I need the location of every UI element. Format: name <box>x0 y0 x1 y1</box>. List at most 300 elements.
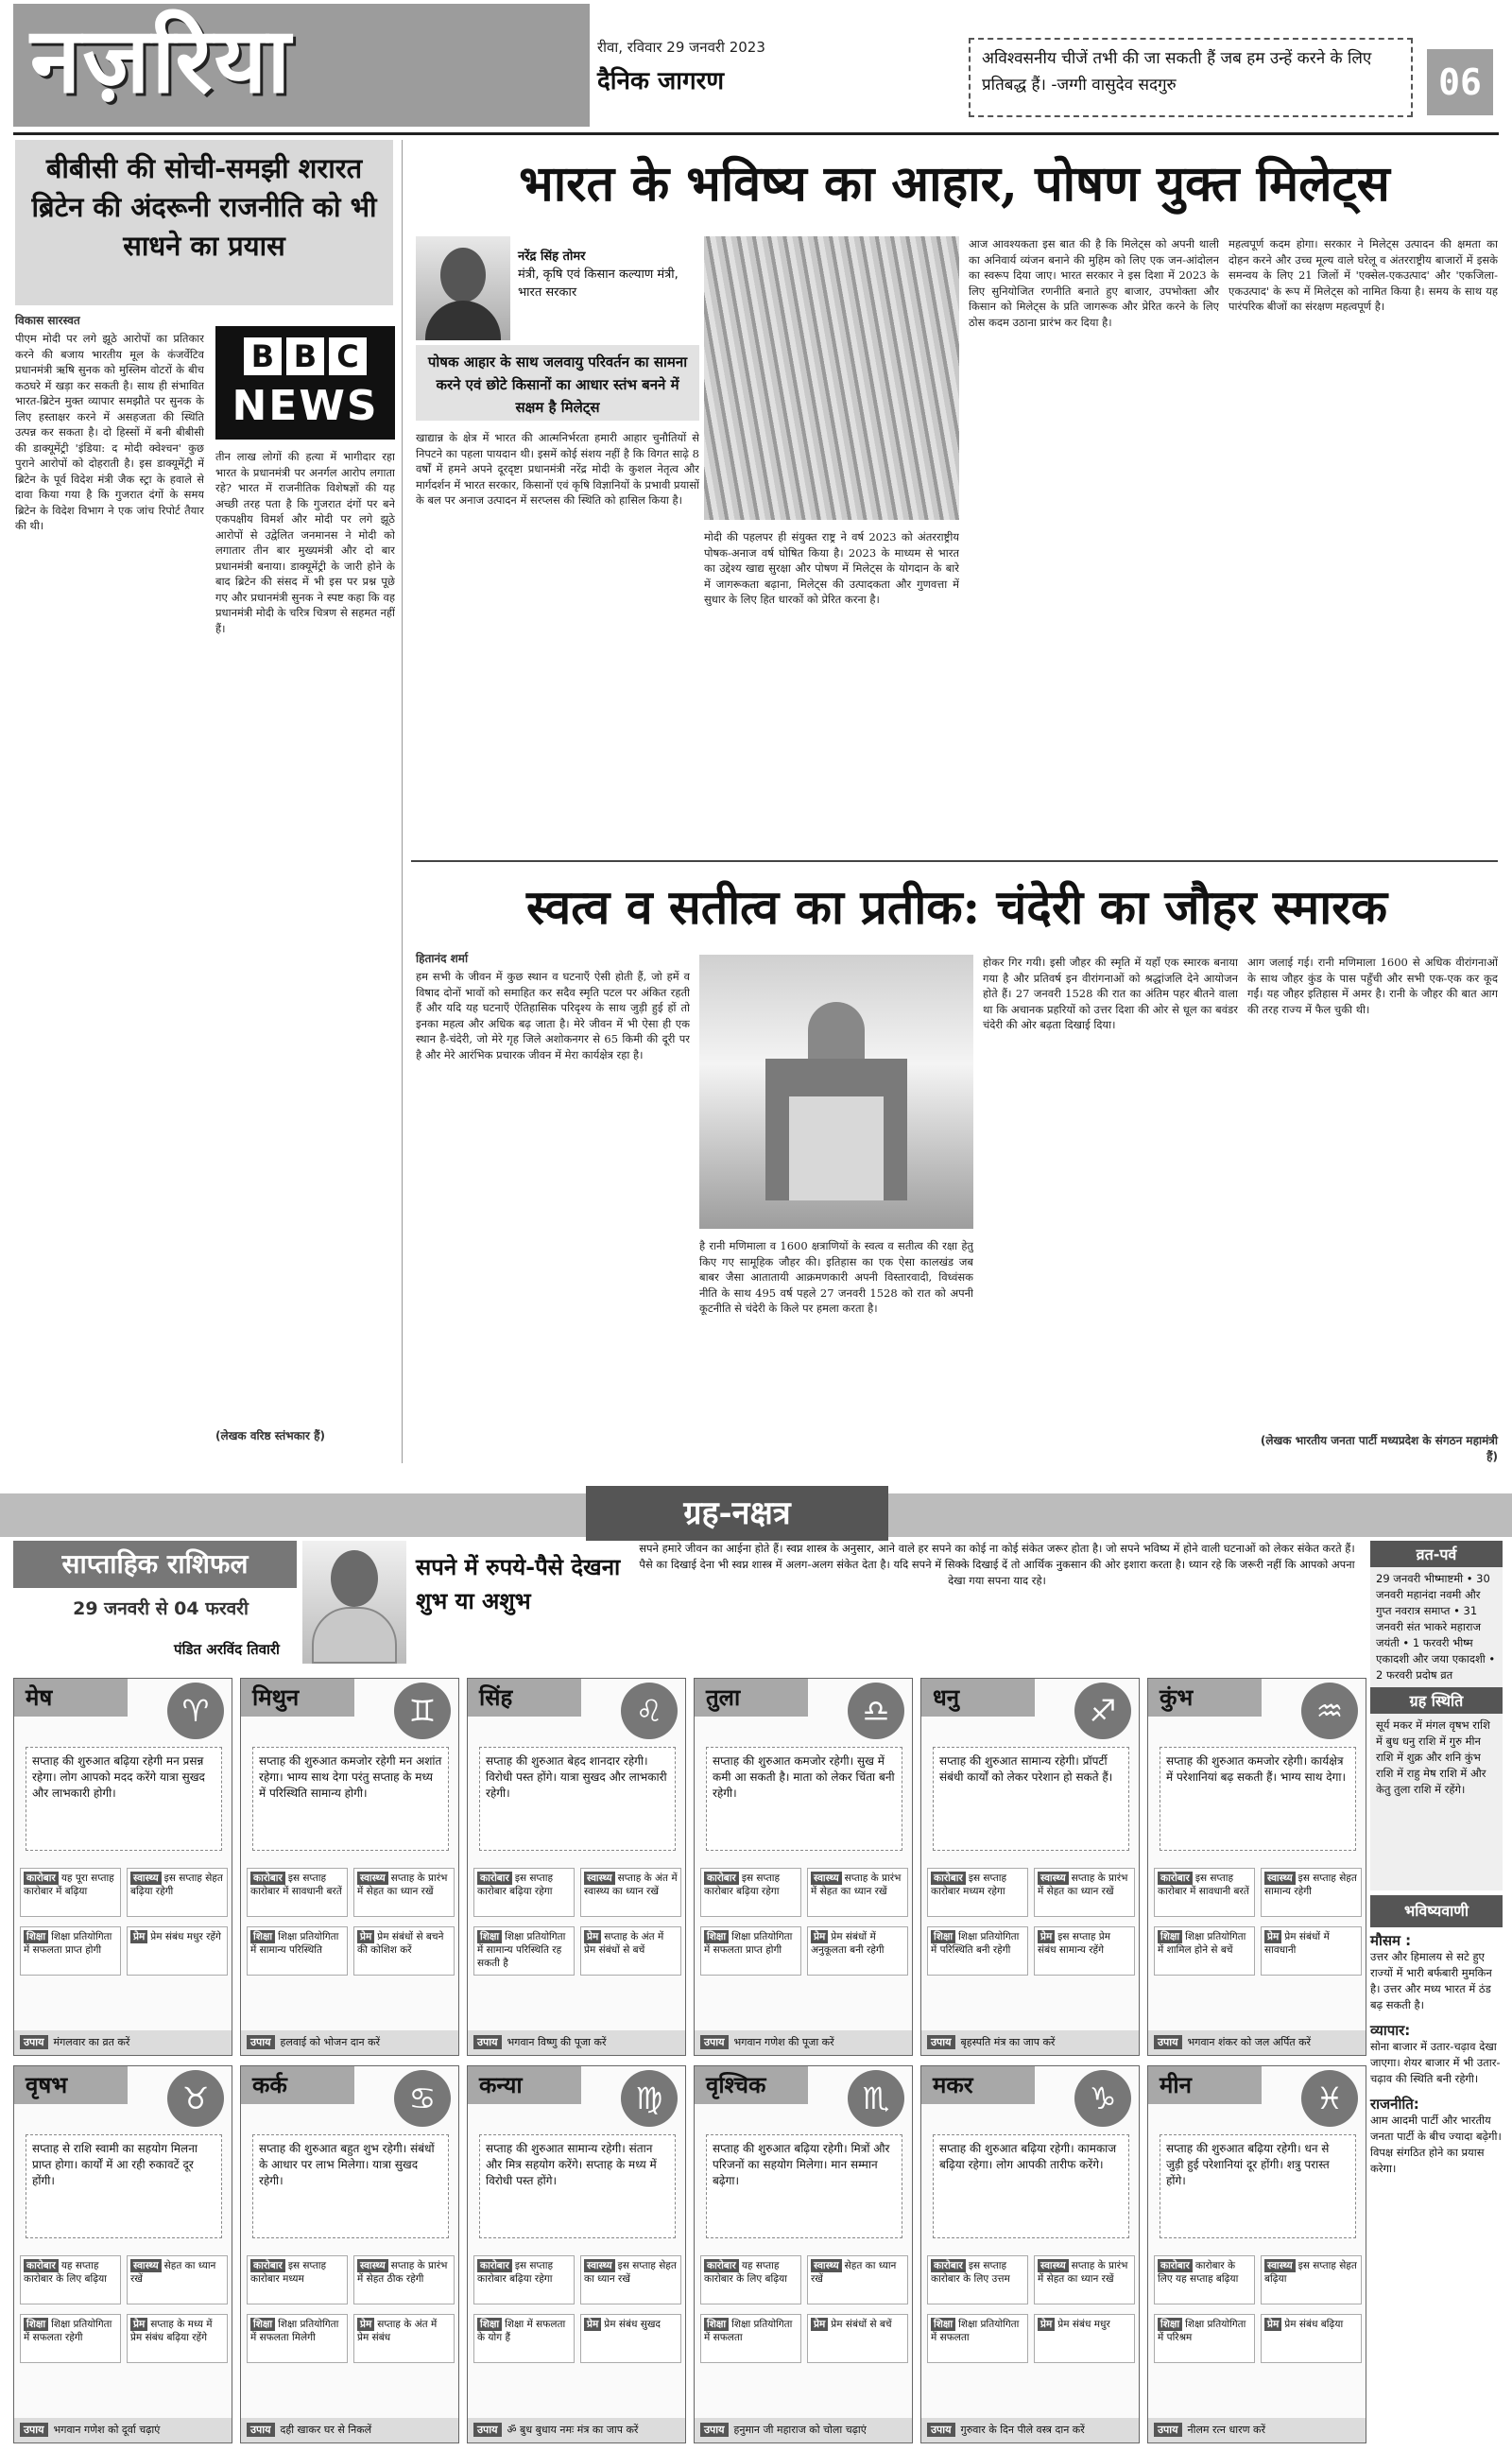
detail-label: स्वास्थ्य <box>584 2259 615 2272</box>
karobar-cell <box>700 2255 801 2304</box>
detail-label: प्रेम <box>357 1930 374 1943</box>
detail-label: शिक्षा <box>24 2318 48 2331</box>
detail-text: इस सप्ताह सेहत का ध्यान रखें <box>584 2260 677 2285</box>
millet-col2: मोदी की पहलपर ही संयुक्त राष्ट्र ने वर्ष 2023 को अंतरराष्ट्रीय पोषक-अनाज वर्ष घोषित किया है। 2023 के माध्यम से भारत का उद्देश्य खाद्य सुरक्षा और पोषण में मिलेट्स के योगदान के बारे में जागरूकता बढ़ाना, मिलेट्स की उत्पादकता और गुणवत्ता में सुधार के लिए हित धारकों को प्रेरित करना है। <box>704 530 959 606</box>
rashi-prediction: सप्ताह की शुरुआत कमजोर रहेगी। सुख में कमी आ सकती है। माता को लेकर चिंता बनी रहेगी। <box>706 1747 902 1851</box>
detail-label: स्वास्थ्य <box>130 2259 162 2272</box>
zodiac-icon: ♎ <box>848 1683 904 1739</box>
rashi-name: कन्या <box>468 2066 581 2104</box>
detail-label: कारोबार <box>1158 1872 1193 1885</box>
rashifal-title: साप्ताहिक राशिफल <box>13 1541 297 1588</box>
shiksha-cell <box>473 2314 575 2363</box>
upay-text: हनुमान जी महाराज को चोला चढ़ाएं <box>733 2424 867 2436</box>
detail-label: कारोबार <box>24 2259 59 2272</box>
vyapar-heading: व्यापार: <box>1370 2022 1411 2039</box>
vrat-parv-box <box>1370 1541 1503 1890</box>
detail-text: प्रेम संबंधों से बचने की कोशिश करें <box>357 1931 444 1956</box>
swasthya-cell <box>1261 2255 1362 2304</box>
newspaper-brand: नज़रिया <box>13 4 590 127</box>
rashi-detail-row <box>247 2314 455 2363</box>
detail-text: यह पूरा सप्ताह कारोबार में बढ़िया <box>24 1873 114 1897</box>
column-divider <box>402 140 403 1463</box>
upay-label: उपाय <box>1154 2423 1182 2437</box>
rashi-detail-grid <box>700 2255 908 2373</box>
detail-text: सप्ताह के प्रारंभ में सेहत का ध्यान रखें <box>811 1873 902 1897</box>
rashi-prediction: सप्ताह की शुरुआत बढ़िया रहेगी। धन से जुड़ी हुई परेशानियां दूर होंगी। शत्रु परास्त होंगे। <box>1160 2134 1356 2238</box>
detail-label: स्वास्थ्य <box>811 1872 842 1885</box>
graha-sthiti-title: ग्रह स्थिति <box>1370 1687 1503 1714</box>
detail-text: शिक्षा प्रतियोगिता में सफलता प्राप्त होगी <box>24 1931 112 1956</box>
prem-cell <box>1261 1926 1362 1976</box>
upay-strip <box>241 2418 458 2442</box>
rashi-detail-grid <box>473 2255 681 2373</box>
bbc-logo-letter: B <box>286 337 324 375</box>
rashi-detail-row <box>20 1868 228 1917</box>
millet-col1: खाद्यान्न के क्षेत्र में भारत की आत्मनिर्भरता हमारी आहार चुनौतियों से निपटने का पहला पायदान थी। इसमें कोई संशय नहीं है कि विगत साढ़े 8 वर्षों में हमने अपने दूरदृष्टा प्रधानमंत्री नरेंद्र मोदी के कुशल नेतृत्व और मार्गदर्शन में भारत सरकार, किसानों एवं कृषि विज्ञानियों के प्रभावी प्रयासों के बल पर अनाज उत्पादन में सरप्लस की स्थिति को हासिल किया है। <box>416 431 699 507</box>
upay-label: उपाय <box>473 2423 502 2437</box>
swasthya-cell <box>353 1868 455 1917</box>
zodiac-icon: ♓ <box>1301 2070 1358 2127</box>
detail-text: सप्ताह के प्रारंभ में सेहत का ध्यान रखें <box>1038 2260 1128 2285</box>
rashi-detail-row <box>927 2255 1135 2304</box>
upay-label: उपाय <box>700 2035 729 2049</box>
detail-text: इस सप्ताह कारोबार बढ़िया रहेगा <box>704 1873 781 1897</box>
upay-strip <box>14 2418 232 2442</box>
bbc-col1: पीएम मोदी पर लगे झूठे आरोपों का प्रतिकार करने की बजाय भारतीय मूल के कंजर्वेटिव प्रधानमंत्री ऋषि सुनक को मुस्लिम वोटरों के बीच कठघरे में खड़ा कर सकती है। साथ ही संभावित भारत-ब्रिटेन मुक्त व्यापार समझौते पर सुनक के लिए हस्ताक्षर करने में असहजता की स्थिति उत्पन्न कर सकता है। दो हिस्सों में बनी बीबीसी की डाक्यूमेंट्री 'इंडिया: द मोदी क्वेश्चन' कुछ पुराने आरोपों को दोहराती है। इस डाक्यूमेंट्री में ब्रिटेन के पूर्व विदेश मंत्री जैक स्ट्रा के हवाले से दावा किया गया है कि गुजरात दंगों के समय ब्रिटेन के विदेश विभाग ने एक जांच रिपोर्ट तैयार की थी। <box>15 332 204 532</box>
detail-label: स्वास्थ्य <box>1038 2259 1069 2272</box>
upay-strip <box>695 2418 912 2442</box>
detail-text: सप्ताह के प्रारंभ में सेहत का ध्यान रखें <box>357 1873 448 1897</box>
rashi-name: कुंभ <box>1148 1679 1262 1717</box>
millet-headline: भारत के भविष्य का आहार, पोषण युक्त मिलेट्स <box>519 155 1390 213</box>
zodiac-icon: ♐ <box>1074 1683 1131 1739</box>
detail-label: शिक्षा <box>477 2318 502 2331</box>
upay-label: उपाय <box>927 2423 955 2437</box>
detail-text: शिक्षा प्रतियोगिता में सफलता मिलेगी <box>250 2319 339 2343</box>
karobar-cell <box>1154 2255 1255 2304</box>
rashi-card <box>694 2065 913 2443</box>
rashi-detail-row <box>1154 1926 1362 1976</box>
detail-text: इस सप्ताह सेहत बढ़िया <box>1264 2260 1357 2285</box>
chanderi-col4: आग जलाई गई। रानी मणिमाला 1600 से अधिक वीरांगनाओं के साथ जौहर कुंड के पास पहुँची और सभी एक-एक कर कूद गईं। यह जौहर इतिहास में अमर है। रानी के जौहर की बात आग की तरह राज्य में फैल चुकी थी। <box>1247 956 1498 1016</box>
zodiac-icon: ♌ <box>621 1683 678 1739</box>
detail-label: प्रेम <box>1038 2318 1055 2331</box>
detail-label: प्रेम <box>584 1930 601 1943</box>
upay-label: उपाय <box>473 2035 502 2049</box>
upay-text: ॐ बुध बुधाय नमः मंत्र का जाप करें <box>507 2424 639 2436</box>
detail-text: इस सप्ताह कारोबार में सावधानी बरतें <box>250 1873 342 1897</box>
swasthya-cell <box>1034 1868 1135 1917</box>
rashi-detail-grid <box>927 1868 1135 1985</box>
sapne-text: सपने हमारे जीवन का आईना होते हैं। स्वप्न शास्त्र के अनुसार, आने वाले हर सपने का कोई ना कोई संकेत जरूर होता है। जो सपने भविष्य में होने वाली घटनाओं को लेकर संकेत करते हैं। पैसे का दिखाई देना भी स्वप्न शास्त्र में अलग-अलग संकेत देता है। यदि सपने में सिक्के दिखाई दें तो आर्थिक नुकसान की ओर इशारा करता है। ध्यान रहे कि जरूरी नहीं कि आपको अपना देखा गया सपना याद रहे। <box>639 1542 1355 1587</box>
author-name-block <box>518 248 697 302</box>
upay-text: बृहस्पति मंत्र का जाप करें <box>960 2036 1056 2048</box>
zodiac-icon: ♒ <box>1301 1683 1358 1739</box>
rashi-prediction: सप्ताह की शुरुआत बेहद शानदार रहेगी। विरोधी पस्त होंगे। यात्रा सुखद और लाभकारी रहेगी। <box>479 1747 676 1851</box>
rajneeti-text: आम आदमी पार्टी और भारतीय जनता पार्टी के बीच ज्यादा बढ़ेगी। विपक्ष संगठित होने का प्रयास करेगा। <box>1370 2114 1502 2175</box>
upay-strip <box>1148 2030 1366 2055</box>
detail-label: प्रेम <box>1264 1930 1281 1943</box>
rashi-detail-grid <box>20 1868 228 1985</box>
rashi-detail-row <box>473 2314 681 2363</box>
detail-text: सप्ताह के अंत में प्रेम संबंधों से बचें <box>584 1931 664 1956</box>
detail-text: शिक्षा में सफलता के योग हैं <box>477 2319 566 2343</box>
upay-label: उपाय <box>247 2035 275 2049</box>
prem-cell <box>580 1926 681 1976</box>
rashi-detail-grid <box>700 1868 908 1985</box>
detail-text: इस सप्ताह कारोबार मध्यम <box>250 2260 327 2285</box>
date-line: रीवा, रविवार 29 जनवरी 2023 <box>597 39 765 56</box>
upay-text: मंगलवार का व्रत करें <box>53 2036 130 2048</box>
upay-text: भगवान शंकर को जल अर्पित करें <box>1187 2036 1312 2048</box>
upay-label: उपाय <box>247 2423 275 2437</box>
shiksha-cell <box>20 2314 121 2363</box>
rashi-card <box>467 2065 686 2443</box>
rashi-detail-row <box>700 1926 908 1976</box>
swasthya-cell <box>1261 1868 1362 1917</box>
detail-label: प्रेम <box>811 2318 828 2331</box>
date-box <box>597 38 956 113</box>
detail-label: शिक्षा <box>1158 2318 1182 2331</box>
detail-text: प्रेम संबंधों से बचें <box>831 2319 892 2330</box>
detail-label: कारोबार <box>250 2259 285 2272</box>
detail-text: प्रेम संबंधों में सावधानी <box>1264 1931 1330 1956</box>
prem-cell <box>580 2314 681 2363</box>
detail-text: इस सप्ताह कारोबार मध्यम रहेगा <box>931 1873 1007 1897</box>
rashi-detail-grid <box>247 1868 455 1985</box>
bbc-byline: विकास सारस्वत <box>15 314 80 327</box>
detail-label: प्रेम <box>811 1930 828 1943</box>
rashi-detail-row <box>700 2255 908 2304</box>
shiksha-cell <box>1154 1926 1255 1976</box>
rashi-detail-row <box>1154 2255 1362 2304</box>
page-number: 06 <box>1427 49 1493 115</box>
rashi-detail-row <box>473 1868 681 1917</box>
upay-strip <box>241 2030 458 2055</box>
detail-text: इस सप्ताह कारोबार में सावधानी बरतें <box>1158 1873 1249 1897</box>
detail-label: प्रेम <box>357 2318 374 2331</box>
detail-label: स्वास्थ्य <box>1038 1872 1069 1885</box>
prem-cell <box>127 2314 228 2363</box>
rashifal-dates: 29 जनवरी से 04 फरवरी <box>73 1598 249 1619</box>
detail-label: स्वास्थ्य <box>584 1872 615 1885</box>
detail-label: कारोबार <box>477 1872 512 1885</box>
detail-text: शिक्षा प्रतियोगिता में सामान्य परिस्थिति रह सकती है <box>477 1931 566 1969</box>
detail-label: प्रेम <box>1038 1930 1055 1943</box>
upay-text: गुरुवार के दिन पीले वस्त्र दान करें <box>960 2424 1085 2436</box>
detail-text: इस सप्ताह प्रेम संबंध सामान्य रहेंगे <box>1038 1931 1111 1956</box>
detail-label: कारोबार <box>250 1872 285 1885</box>
zodiac-icon: ♋ <box>394 2070 451 2127</box>
bbc-logo-letter: C <box>329 337 367 375</box>
rashi-detail-row <box>473 1926 681 1976</box>
bbc-logo-letter: B <box>244 337 282 375</box>
karobar-cell <box>473 2255 575 2304</box>
section-rule <box>411 860 1498 862</box>
swasthya-cell <box>807 1868 908 1917</box>
bbc-col2: तीन लाख लोगों की हत्या में भागीदार रहा भारत के प्रधानमंत्री पर अनर्गल आरोप लगाता रहे? भारत में राजनीतिक विशेषज्ञों की यह अच्छी तरह पता है कि गुजरात दंगों पर बने एकपक्षीय विमर्श और मोदी पर लगे झूठे आरोपों से उद्वेलित जनमानस ने मोदी को लगातार तीन बार मुख्यमंत्री और दो बार प्रधानमंत्री बनाया। डाक्यूमेंट्री के जारी होने के बाद ब्रिटेन की संसद में भी इस पर प्रश्न पूछे गए और प्रधानमंत्री सुनक ने स्पष्ट कहा कि वह प्रधानमंत्री मोदी के चरित्र चित्रण से सहमत नहीं हैं। <box>215 450 395 635</box>
rashi-detail-row <box>1154 1868 1362 1917</box>
shiksha-cell <box>247 1926 348 1976</box>
rashi-card <box>13 2065 232 2443</box>
detail-text: यह सप्ताह कारोबार के लिए बढ़िया <box>24 2260 107 2285</box>
upay-label: उपाय <box>700 2423 729 2437</box>
prem-cell <box>1261 2314 1362 2363</box>
detail-label: स्वास्थ्य <box>357 2259 388 2272</box>
prem-cell <box>807 2314 908 2363</box>
karobar-cell <box>927 2255 1028 2304</box>
pandit-name: पंडित अरविंद तिवारी <box>174 1641 280 1658</box>
rashi-name: मीन <box>1148 2066 1262 2104</box>
bhavishyavani-text <box>1370 1933 1503 2177</box>
upay-text: भगवान विष्णु की पूजा करें <box>507 2036 607 2048</box>
upay-text: नीलम रत्न धारण करें <box>1187 2424 1265 2436</box>
karobar-cell <box>1154 1868 1255 1917</box>
rashi-prediction: सप्ताह की शुरुआत बढ़िया रहेगी। कामकाज बढ़िया रहेगा। लोग आपकी तारीफ करेंगे। <box>933 2134 1129 2238</box>
detail-text: सप्ताह के अंत में प्रेम संबंध <box>357 2319 438 2343</box>
detail-text: शिक्षा प्रतियोगिता में सफलता प्राप्त होगी <box>704 1931 793 1956</box>
rashi-prediction: सप्ताह की शुरुआत बढ़िया रहेगी मन प्रसन्न रहेगा। लोग आपको मदद करेंगे यात्रा सुखद और लाभकारी होगी। <box>26 1747 222 1851</box>
zodiac-icon: ♍ <box>621 2070 678 2127</box>
upay-strip <box>468 2418 685 2442</box>
upay-label: उपाय <box>20 2423 48 2437</box>
detail-label: स्वास्थ्य <box>130 1872 162 1885</box>
rashi-detail-grid <box>473 1868 681 1985</box>
rashi-detail-row <box>700 2314 908 2363</box>
millet-pullquote: पोषक आहार के साथ जलवायु परिवर्तन का सामना करने एवं छोटे किसानों का आधार स्तंभ बनने में सक्षम है मिलेट्स <box>416 345 699 421</box>
prem-cell <box>1034 2314 1135 2363</box>
detail-text: इस सप्ताह कारोबार के लिए उत्तम <box>931 2260 1010 2285</box>
detail-label: कारोबार <box>477 2259 512 2272</box>
zodiac-icon: ♏ <box>848 2070 904 2127</box>
chanderi-col1: हम सभी के जीवन में कुछ स्थान व घटनाएँ ऐसी होती हैं, जो हमें व विषाद दोनों भावों को समाहित कर सदैव स्मृति पटल पर अंकित रहती हैं और यदि यह घटनाएँ ऐतिहासिक परिदृश्य के साथ जुड़ी हुई हों तो इनका महत्व और अधिक बढ़ जाता है। मेरे जीवन में भी ऐसा ही एक स्थान है-चंदेरी, जो मेरे गृह जिले अशोकनगर से 65 किमी की दूरी पर है और मेरे आरंभिक प्रचारक जीवन में मेरा कार्यक्षेत्र रहा है। <box>416 970 690 1062</box>
detail-label: कारोबार <box>931 1872 966 1885</box>
rashi-detail-grid <box>247 2255 455 2373</box>
shiksha-cell <box>473 1926 575 1976</box>
detail-label: स्वास्थ्य <box>1264 2259 1296 2272</box>
karobar-cell <box>473 1868 575 1917</box>
detail-label: प्रेम <box>130 1930 147 1943</box>
rashi-card <box>694 1678 913 2056</box>
upay-text: दही खाकर घर से निकलें <box>280 2424 372 2436</box>
rashi-detail-row <box>473 2255 681 2304</box>
detail-text: कारोबार के लिए यह सप्ताह बढ़िया <box>1158 2260 1239 2285</box>
prem-cell <box>807 1926 908 1976</box>
detail-text: प्रेम संबंधों में अनुकूलता बनी रहेगी <box>811 1931 885 1956</box>
graha-title: ग्रह-नक्षत्र <box>586 1486 888 1541</box>
rashi-name: मिथुन <box>241 1679 354 1717</box>
detail-text: सप्ताह के प्रारंभ में सेहत का ध्यान रखें <box>1038 1873 1128 1897</box>
detail-text: प्रेम संबंध सुखद <box>604 2319 662 2330</box>
prem-cell <box>1034 1926 1135 1976</box>
swasthya-cell <box>807 2255 908 2304</box>
detail-text: शिक्षा प्रतियोगिता में शामिल होने से बचें <box>1158 1931 1246 1956</box>
rashi-prediction: सप्ताह की शुरुआत बहुत शुभ रहेगी। संबंधों के आधार पर लाभ मिलेगा। यात्रा सुखद रहेगी। <box>252 2134 449 2238</box>
detail-label: शिक्षा <box>931 1930 955 1943</box>
detail-text: इस सप्ताह सेहत बढ़िया रहेगी <box>130 1873 223 1897</box>
rashi-detail-row <box>927 2314 1135 2363</box>
millet-col4: महत्वपूर्ण कदम होगा। सरकार ने मिलेट्स उत्पादन की क्षमता का दोहन करने और उच्च मूल्य वाले घरेलू व अंतरराष्ट्रीय बाजारों में इसके समन्वय के लिए 21 जिलों में 'एक्सेल-एकउत्पाद' और 'एकजिला-एकउत्पाद' के रूप में मिलेट्स को नामित किया है। समय के साथ यह पारंपरिक बीजों का संरक्षण महत्वपूर्ण है। <box>1228 237 1498 313</box>
author-name: नरेंद्र सिंह तोमर <box>518 250 586 264</box>
upay-label: उपाय <box>1154 2035 1182 2049</box>
quote-box: अविश्वसनीय चीजें तभी की जा सकती हैं जब हम उन्हें करने के लिए प्रतिबद्ध हैं। -जग्गी वासुदेव सदगुरु <box>969 38 1413 117</box>
detail-text: प्रेम संबंध मधुर रहेंगे <box>150 1931 221 1942</box>
rashi-detail-grid <box>1154 2255 1362 2373</box>
chanderi-byline: हितानंद शर्मा <box>416 952 469 965</box>
upay-text: भगवान गणेश की पूजा करें <box>733 2036 834 2048</box>
detail-text: शिक्षा प्रतियोगिता में परिश्रम <box>1158 2319 1246 2343</box>
detail-text: सेहत का ध्यान रखें <box>811 2260 897 2285</box>
upay-text: हलवाई को भोजन दान करें <box>280 2036 381 2048</box>
detail-text: इस सप्ताह सेहत सामान्य रहेगी <box>1264 1873 1357 1897</box>
bbc-headline: बीबीसी की सोची-समझी शरारत ब्रिटेन की अंदरूनी राजनीति को भी साधने का प्रयास <box>15 140 393 305</box>
detail-text: सप्ताह के मध्य में प्रेम संबंध बढ़िया रहेंगे <box>130 2319 213 2343</box>
rashi-detail-grid <box>20 2255 228 2373</box>
upay-strip <box>1148 2418 1366 2442</box>
rashi-prediction: सप्ताह की शुरुआत सामान्य रहेगी। प्रॉपर्टी संबंधी कार्यों को लेकर परेशान हो सकते हैं। <box>933 1747 1129 1851</box>
rashi-card <box>240 1678 459 2056</box>
detail-label: शिक्षा <box>704 1930 729 1943</box>
chanderi-photo <box>699 955 973 1229</box>
masthead <box>0 0 1512 132</box>
bbc-signoff: (लेखक वरिष्ठ स्तंभकार हैं) <box>215 1429 325 1442</box>
rashi-name: कर्क <box>241 2066 354 2104</box>
rashi-name: वृश्चिक <box>695 2066 808 2104</box>
detail-label: कारोबार <box>704 2259 739 2272</box>
detail-text: शिक्षा प्रतियोगिता में सफलता <box>704 2319 793 2343</box>
detail-label: शिक्षा <box>931 2318 955 2331</box>
swasthya-cell <box>1034 2255 1135 2304</box>
upay-text: भगवान गणेश को दूर्वा चढ़ाएं <box>53 2424 161 2436</box>
detail-text: इस सप्ताह कारोबार बढ़िया रहेगा <box>477 2260 554 2285</box>
prem-cell <box>127 1926 228 1976</box>
karobar-cell <box>247 2255 348 2304</box>
sapne-title: सपने में रुपये-पैसे देखना शुभ या अशुभ <box>416 1553 621 1614</box>
karobar-cell <box>700 1868 801 1917</box>
rashi-detail-row <box>1154 2314 1362 2363</box>
detail-text: प्रेम संबंध बढ़िया <box>1284 2319 1344 2330</box>
shiksha-cell <box>700 2314 801 2363</box>
prem-cell <box>353 2314 455 2363</box>
shiksha-cell <box>927 2314 1028 2363</box>
swasthya-cell <box>127 2255 228 2304</box>
mausam-heading: मौसम : <box>1370 1932 1412 1949</box>
rashi-prediction: सप्ताह की शुरुआत कमजोर रहेगी मन अशांत रहेगा। भाग्य साथ देगा परंतु सप्ताह के मध्य में परिस्थिति सामान्य होगी। <box>252 1747 449 1851</box>
masthead-rule <box>13 132 1499 135</box>
rashi-prediction: सप्ताह की शुरुआत बढ़िया रहेगी। मित्रों और परिजनों का सहयोग मिलेगा। मान सम्मान बढ़ेगा। <box>706 2134 902 2238</box>
zodiac-icon: ♑ <box>1074 2070 1131 2127</box>
rashi-card <box>240 2065 459 2443</box>
rashi-detail-row <box>927 1868 1135 1917</box>
rashi-name: वृषभ <box>14 2066 128 2104</box>
detail-label: कारोबार <box>704 1872 739 1885</box>
shiksha-cell <box>927 1926 1028 1976</box>
rashi-detail-row <box>247 2255 455 2304</box>
prem-cell <box>353 1926 455 1976</box>
rashi-name: मेष <box>14 1679 128 1717</box>
rashi-detail-grid <box>1154 1868 1362 1985</box>
zodiac-icon: ♉ <box>167 2070 224 2127</box>
karobar-cell <box>927 1868 1028 1917</box>
vyapar-text: सोना बाजार में उतार-चढ़ाव देखा जाएगा। शेयर बाजार में भी उतार-चढ़ाव की स्थिति बनी रहेगी। <box>1370 2040 1501 2085</box>
bbc-logo-news: NEWS <box>232 382 379 430</box>
zodiac-icon: ♈ <box>167 1683 224 1739</box>
swasthya-cell <box>580 2255 681 2304</box>
vrat-text: 29 जनवरी भीष्माष्टमी • 30 जनवरी महानंदा नवमी और गुप्त नवरात्र समाप्त • 31 जनवरी संत भाकरे महाराज जयंती • 1 फरवरी भीष्म एकादशी और जया एकादशी • 2 फरवरी प्रदोष व्रत <box>1376 1572 1496 1682</box>
detail-text: सेहत का ध्यान रखें <box>130 2260 216 2285</box>
rashi-card <box>920 2065 1140 2443</box>
rashi-detail-row <box>247 1926 455 1976</box>
rashi-detail-row <box>20 1926 228 1976</box>
rashi-card <box>1147 1678 1366 2056</box>
vrat-title: व्रत-पर्व <box>1370 1541 1503 1567</box>
detail-label: प्रेम <box>1264 2318 1281 2331</box>
upay-strip <box>695 2030 912 2055</box>
shiksha-cell <box>20 1926 121 1976</box>
millet-col3: आज आवश्यकता इस बात की है कि मिलेट्स को अपनी थाली का अनिवार्य व्यंजन बनाने की मुहिम को लिए एक जन-आंदोलन का स्वरूप दिया जाए। भारत सरकार ने इस दिशा में 2023 के लिए सुनियोजित रणनीति बनाते हुए बाजार, उपभोक्ता और किसान को मिलेट्स के प्रति जागरूक और प्रेरित करने के लिए ठोस कदम उठाना प्रारंभ कर दिया है। <box>969 237 1219 329</box>
karobar-cell <box>247 1868 348 1917</box>
mausam-text: उत्तर और हिमालय से सटे हुए राज्यों में भारी बर्फबारी मुमकिन है। उत्तर और मध्य भारत में ठंड बढ़ सकती है। <box>1370 1950 1492 2011</box>
detail-label: कारोबार <box>931 2259 966 2272</box>
detail-label: प्रेम <box>584 2318 601 2331</box>
detail-label: शिक्षा <box>250 2318 275 2331</box>
rashi-detail-row <box>20 2314 228 2363</box>
karobar-cell <box>20 2255 121 2304</box>
upay-strip <box>921 2030 1139 2055</box>
rashi-name: तुला <box>695 1679 808 1717</box>
detail-label: शिक्षा <box>477 1930 502 1943</box>
author-role: मंत्री, कृषि एवं किसान कल्याण मंत्री, भारत सरकार <box>518 268 679 300</box>
rashi-detail-grid <box>927 2255 1135 2373</box>
upay-label: उपाय <box>20 2035 48 2049</box>
rashi-name: धनु <box>921 1679 1035 1717</box>
karobar-cell <box>20 1868 121 1917</box>
author-photo <box>416 236 510 340</box>
upay-strip <box>468 2030 685 2055</box>
detail-label: स्वास्थ्य <box>811 2259 842 2272</box>
detail-text: शिक्षा प्रतियोगिता में सफलता <box>931 2319 1020 2343</box>
bhavishyavani-title: भविष्यवाणी <box>1370 1895 1503 1927</box>
rashi-name: मकर <box>921 2066 1035 2104</box>
swasthya-cell <box>353 2255 455 2304</box>
rashi-card <box>920 1678 1140 2056</box>
detail-label: शिक्षा <box>24 1930 48 1943</box>
detail-text: शिक्षा प्रतियोगिता में सामान्य परिस्थिति <box>250 1931 339 1956</box>
shiksha-cell <box>700 1926 801 1976</box>
rashi-prediction: सप्ताह से राशि स्वामी का सहयोग मिलना प्राप्त होगा। कार्यों में आ रही रुकावटें दूर होंगी। <box>26 2134 222 2238</box>
detail-text: प्रेम संबंध मधुर <box>1057 2319 1110 2330</box>
rashi-detail-row <box>927 1926 1135 1976</box>
detail-text: सप्ताह के अंत में स्वास्थ्य का ध्यान रखें <box>584 1873 678 1897</box>
upay-strip <box>921 2418 1139 2442</box>
detail-label: प्रेम <box>130 2318 147 2331</box>
detail-label: शिक्षा <box>250 1930 275 1943</box>
upay-label: उपाय <box>927 2035 955 2049</box>
rashi-card <box>13 1678 232 2056</box>
detail-text: यह सप्ताह कारोबार के लिए बढ़िया <box>704 2260 787 2285</box>
bbc-news-logo <box>215 326 395 440</box>
rashi-card <box>1147 2065 1366 2443</box>
detail-label: शिक्षा <box>704 2318 729 2331</box>
detail-text: इस सप्ताह कारोबार बढ़िया रहेगा <box>477 1873 554 1897</box>
rashi-detail-row <box>247 1868 455 1917</box>
zodiac-icon: ♊ <box>394 1683 451 1739</box>
rashi-detail-row <box>700 1868 908 1917</box>
chanderi-signoff: (लेखक भारतीय जनता पार्टी मध्यप्रदेश के संगठन महामंत्री हैं) <box>1260 1434 1498 1463</box>
upay-strip <box>14 2030 232 2055</box>
rashi-prediction: सप्ताह की शुरुआत सामान्य रहेगी। संतान और मित्र सहयोग करेंगे। सप्ताह के मध्य में विरोधी पस्त होंगे। <box>479 2134 676 2238</box>
detail-label: कारोबार <box>1158 2259 1193 2272</box>
